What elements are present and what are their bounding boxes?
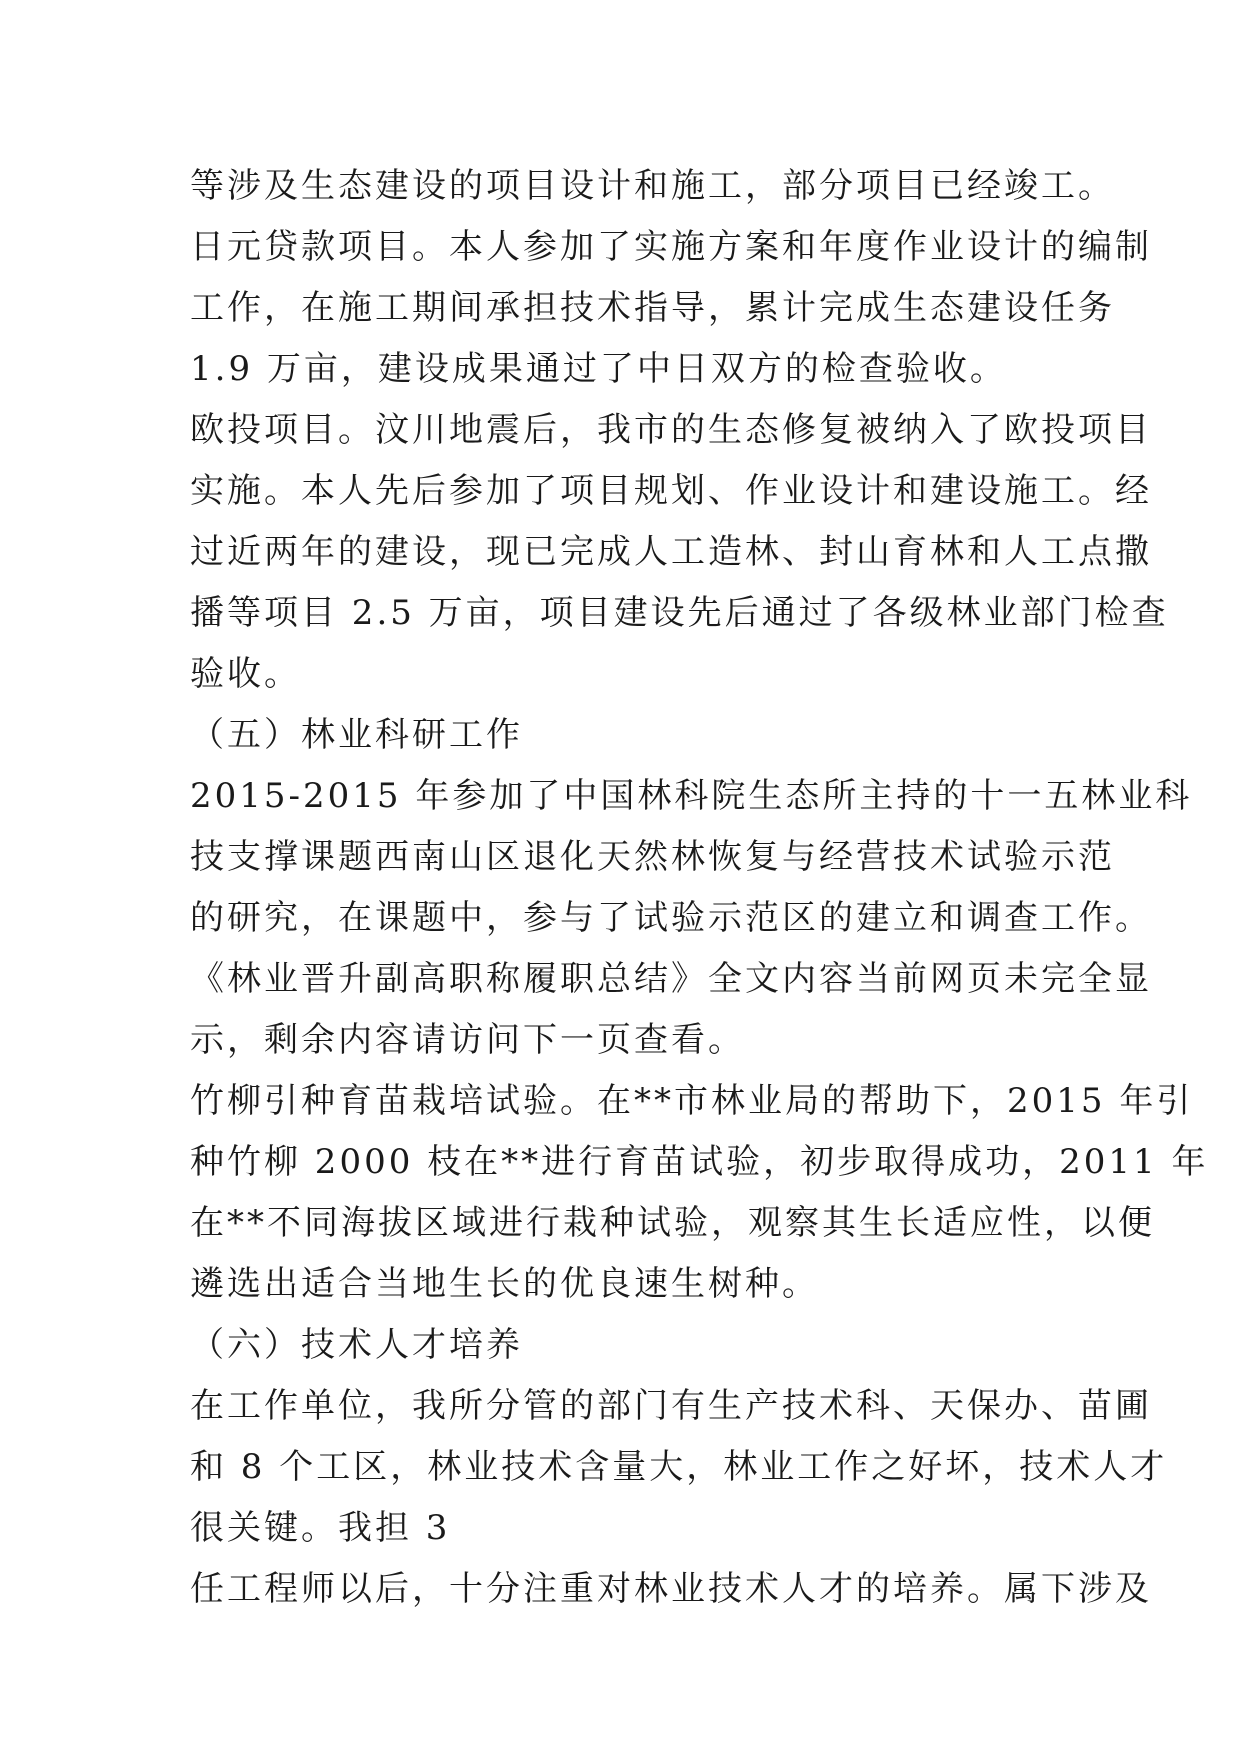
section-heading: （六）技术人才培养 bbox=[190, 1325, 523, 1365]
text-line: 工作，在施工期间承担技术指导，累计完成生态建设任务 bbox=[190, 288, 1115, 328]
text-line: 过近两年的建设，现已完成人工造林、封山育林和人工点撒 bbox=[190, 532, 1152, 572]
text-line: 任工程师以后，十分注重对林业技术人才的培养。属下涉及 bbox=[190, 1569, 1152, 1609]
text-line: 的研究，在课题中，参与了试验示范区的建立和调查工作。 bbox=[190, 898, 1152, 938]
text-line: 很关键。我担 3 bbox=[190, 1508, 451, 1548]
text-line: 示，剩余内容请访问下一页查看。 bbox=[190, 1020, 745, 1060]
text-line: 和 8 个工区，林业技术含量大，林业工作之好坏，技术人才 bbox=[190, 1447, 1168, 1487]
text-line: 技支撑课题西南山区退化天然林恢复与经营技术试验示范 bbox=[190, 837, 1115, 877]
text-line: 1.9 万亩，建设成果通过了中日双方的检查验收。 bbox=[190, 349, 1007, 389]
text-line: 2015-2015 年参加了中国林科院生态所主持的十一五林业科 bbox=[190, 776, 1193, 816]
text-line: 实施。本人先后参加了项目规划、作业设计和建设施工。经 bbox=[190, 471, 1152, 511]
section-heading: （五）林业科研工作 bbox=[190, 715, 523, 755]
text-line: 日元贷款项目。本人参加了实施方案和年度作业设计的编制 bbox=[190, 227, 1152, 267]
document-body bbox=[190, 156, 1209, 1620]
text-line: 在工作单位，我所分管的部门有生产技术科、天保办、苗圃 bbox=[190, 1386, 1152, 1426]
text-line: 遴选出适合当地生长的优良速生树种。 bbox=[190, 1264, 819, 1304]
text-line: 《林业晋升副高职称履职总结》全文内容当前网页未完全显 bbox=[190, 959, 1152, 999]
text-line: 种竹柳 2000 枝在**进行育苗试验，初步取得成功，2011 年 bbox=[190, 1142, 1209, 1182]
text-line: 在**不同海拔区域进行栽种试验，观察其生长适应性，以便 bbox=[190, 1203, 1155, 1243]
text-line: 竹柳引种育苗栽培试验。在**市林业局的帮助下，2015 年引 bbox=[190, 1081, 1194, 1121]
text-line: 欧投项目。汶川地震后，我市的生态修复被纳入了欧投项目 bbox=[190, 410, 1152, 450]
text-line: 等涉及生态建设的项目设计和施工，部分项目已经竣工。 bbox=[190, 166, 1115, 206]
text-line: 播等项目 2.5 万亩，项目建设先后通过了各级林业部门检查 bbox=[190, 593, 1169, 633]
text-line: 验收。 bbox=[190, 654, 301, 694]
